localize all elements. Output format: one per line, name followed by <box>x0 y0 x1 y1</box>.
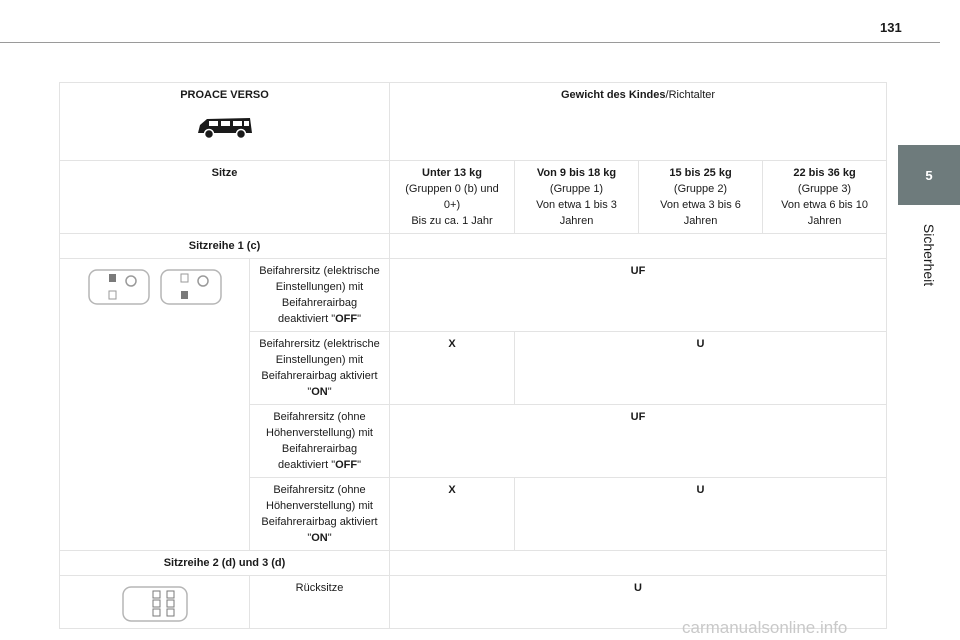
seat-suitability: X <box>448 484 456 496</box>
seats-label: Sitze <box>211 167 238 179</box>
seat-description: Rücksitze <box>295 582 344 594</box>
quote-mark: " <box>327 386 332 398</box>
seat-description: Beifahrersitz (elektrische Einstellungen) mit Beifahrerairbag aktiviert " <box>259 338 380 398</box>
chapter-number: 5 <box>925 167 933 183</box>
vehicle-name: PROACE VERSO <box>180 89 269 101</box>
front-seat-plan-icon <box>85 267 153 307</box>
watermark: carmanualsonline.info <box>682 618 848 637</box>
group-weight: Von 9 bis 18 kg <box>536 167 617 179</box>
header-divider <box>0 42 940 43</box>
airbag-state: OFF <box>335 459 358 471</box>
value-cell <box>390 332 515 405</box>
group-class: (Gruppe 2) <box>673 183 728 195</box>
group-class: (Gruppen 0 (b) und 0+) <box>405 183 499 211</box>
vehicle-header-cell <box>60 83 390 161</box>
page-number: 131 <box>880 20 902 35</box>
section-row-1 <box>60 234 390 259</box>
group-age: Von etwa 6 bis 10 Jahren <box>781 199 868 227</box>
front-seat-plan-icon <box>157 267 225 307</box>
value-cell <box>515 478 887 551</box>
rear-seat-plan-icon <box>119 584 191 624</box>
seat-suitability: U <box>696 484 705 496</box>
value-cell <box>515 332 887 405</box>
section-row-2-empty <box>390 551 887 576</box>
van-side-icon <box>195 113 255 141</box>
weight-header-rest: /Richtalter <box>665 89 716 101</box>
weight-header-bold: Gewicht des Kindes <box>560 89 666 101</box>
section-label: Sitzreihe 2 (d) und 3 (d) <box>163 557 286 569</box>
seat-suitability: U <box>634 582 642 594</box>
value-cell <box>390 405 887 478</box>
chapter-tab[interactable] <box>898 145 960 205</box>
group-age: Von etwa 3 bis 6 Jahren <box>660 199 741 227</box>
quote-mark: " <box>357 313 362 325</box>
group-class: (Gruppe 1) <box>549 183 604 195</box>
front-seat-plan-cell <box>60 259 250 551</box>
section-row-1-empty <box>390 234 887 259</box>
group-class: (Gruppe 3) <box>797 183 852 195</box>
airbag-state: OFF <box>335 313 358 325</box>
value-cell <box>390 259 887 332</box>
seat-suitability: U <box>696 338 705 350</box>
seat-row-label <box>250 405 390 478</box>
quote-mark: " <box>357 459 362 471</box>
weight-header-cell <box>390 83 887 161</box>
group-3-cell <box>763 161 887 234</box>
group-age: Von etwa 1 bis 3 Jahren <box>536 199 617 227</box>
seat-row-label <box>250 259 390 332</box>
seat-suitability: UF <box>630 411 646 423</box>
seat-row-label <box>250 478 390 551</box>
airbag-state: ON <box>311 532 328 544</box>
seat-suitability: UF <box>630 265 646 277</box>
group-weight: Unter 13 kg <box>422 167 482 179</box>
group-weight: 15 bis 25 kg <box>669 167 732 179</box>
seat-description: Beifahrersitz (ohne Höhenverstellung) mit Beifahrerairbag aktiviert " <box>261 484 378 544</box>
seat-description: Beifahrersitz (ohne Höhenverstellung) mit Beifahrerairbag deaktiviert " <box>266 411 373 471</box>
seats-header-cell <box>60 161 390 234</box>
section-row-2 <box>60 551 390 576</box>
seat-row-label <box>250 332 390 405</box>
chapter-title-text: Sicherheit <box>921 223 938 287</box>
seat-description: Beifahrersitz (elektrische Einstellungen) mit Beifahrerairbag deaktiviert " <box>259 265 380 325</box>
group-1-cell <box>515 161 639 234</box>
seat-suitability: X <box>448 338 456 350</box>
seat-row-label <box>250 576 390 629</box>
child-seat-table <box>59 82 887 629</box>
group-weight: 22 bis 36 kg <box>793 167 856 179</box>
chapter-title <box>898 205 960 305</box>
quote-mark: " <box>327 532 332 544</box>
value-cell <box>390 478 515 551</box>
airbag-state: ON <box>311 386 328 398</box>
group-0-cell <box>390 161 515 234</box>
rear-seat-plan-cell <box>60 576 250 629</box>
group-2-cell <box>639 161 763 234</box>
section-label: Sitzreihe 1 (c) <box>188 240 261 252</box>
group-age: Bis zu ca. 1 Jahr <box>411 215 493 227</box>
